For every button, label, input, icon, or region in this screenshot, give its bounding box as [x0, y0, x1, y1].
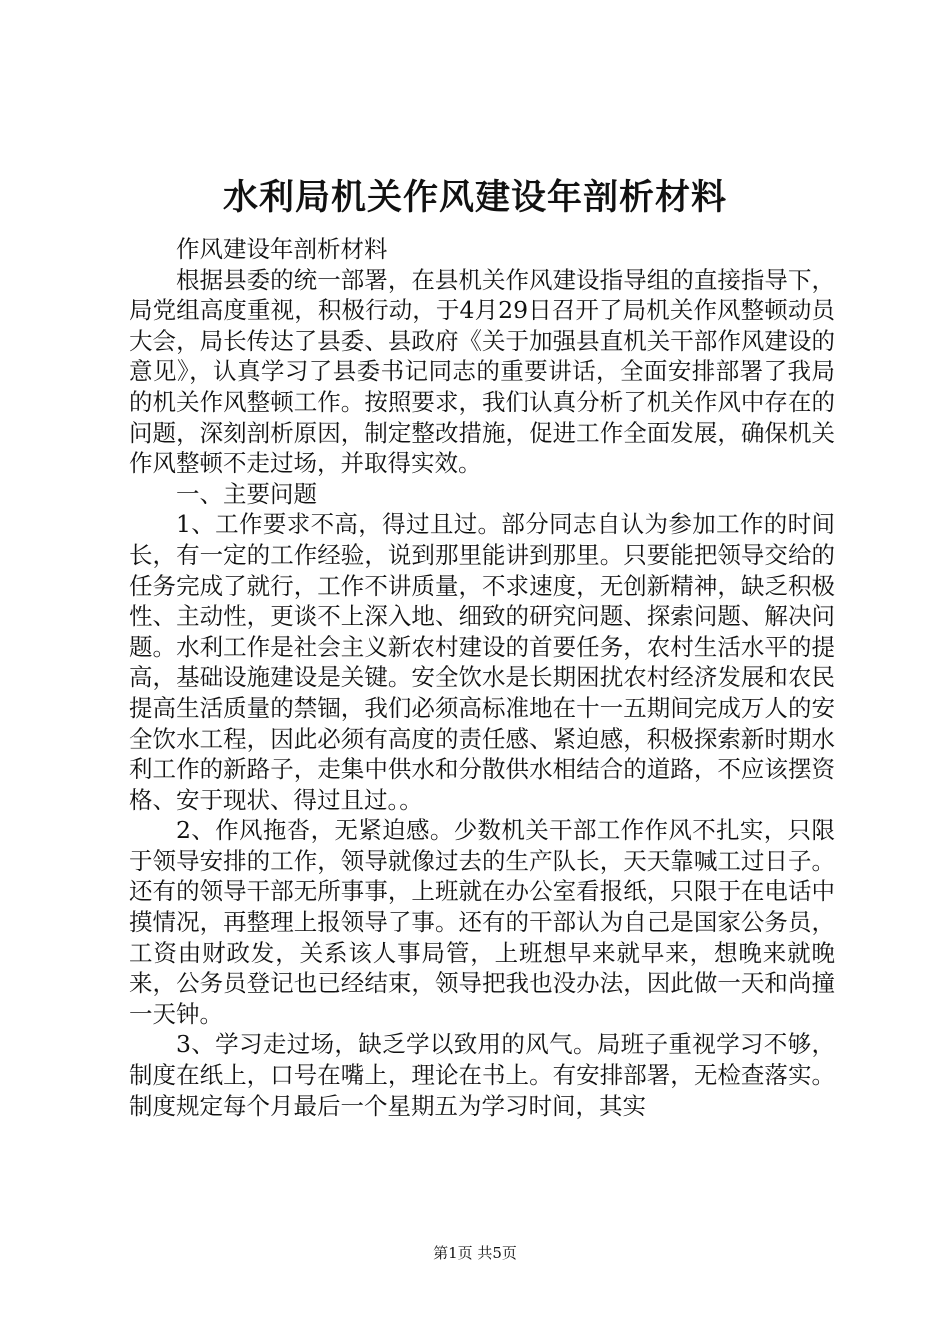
issue-paragraph-2: 2、作风拖沓，无紧迫感。少数机关干部工作作风不扎实，只限于领导安排的工作，领导就像过去的生产队长，天天靠喊工过日子。还有的领导干部无所事事，上班就在办公室看报纸，只限于在电话中摸情况，再整理上报领导了事。还有的干部认为自己是国家公务员，工资由财政发，关系该人事局管，上班想早来就早来，想晚来就晚来，公务员登记也已经结束，领导把我也没办法，因此做一天和尚撞一天钟。	[129, 816, 835, 1028]
document-body	[129, 234, 835, 1121]
issue-paragraph-1: 1、工作要求不高，得过且过。部分同志自认为参加工作的时间长，有一定的工作经验，说到那里能讲到那里。只要能把领导交给的任务完成了就行，工作不讲质量，不求速度，无创新精神，缺乏积极性、主动性，更谈不上深入地、细致的研究问题、探索问题、解决问题。水利工作是社会主义新农村建设的首要任务，农村生活水平的提高，基础设施建设是关键。安全饮水是长期困扰农村经济发展和农民提高生活质量的禁锢，我们必须高标准地在十一五期间完成万人的安全饮水工程，因此必须有高度的责任感、紧迫感，积极探索新时期水利工作的新路子，走集中供水和分散供水相结合的道路，不应该摆资格、安于现状、得过且过。。	[129, 510, 835, 814]
issue-paragraph-3: 3、学习走过场，缺乏学以致用的风气。局班子重视学习不够，制度在纸上，口号在嘴上，理论在书上。有安排部署，无检查落实。制度规定每个月最后一个星期五为学习时间，其实	[129, 1030, 835, 1120]
subtitle-paragraph: 作风建设年剖析材料	[176, 235, 388, 263]
page-footer: 第1页 共5页	[433, 1244, 517, 1262]
intro-paragraph: 根据县委的统一部署，在县机关作风建设指导组的直接指导下，局党组高度重视，积极行动，于4月29日召开了局机关作风整顿动员大会，局长传达了县委、县政府《关于加强县直机关干部作风建设的意见》，认真学习了县委书记同志的重要讲话，全面安排部署了我局的机关作风整顿工作。按照要求，我们认真分析了机关作风中存在的问题，深刻剖析原因，制定整改措施，促进工作全面发展，确保机关作风整顿不走过场，并取得实效。	[129, 265, 835, 478]
document-title: 水利局机关作风建设年剖析材料	[222, 177, 727, 218]
section-heading: 一、主要问题	[176, 479, 317, 508]
